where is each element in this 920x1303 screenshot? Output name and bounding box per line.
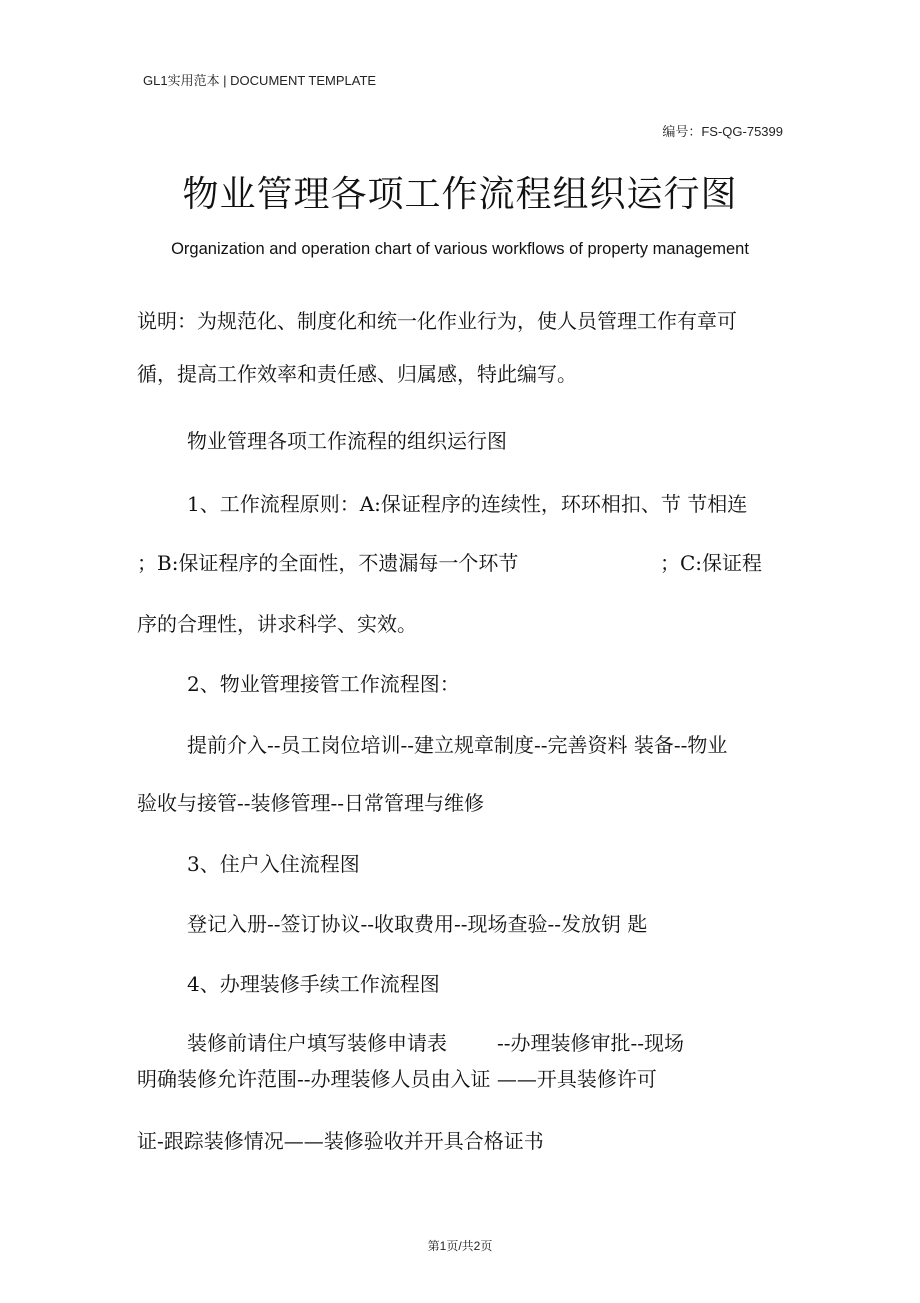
- body-line-7: 序的合理性，讲求科学、实效。: [137, 612, 417, 636]
- document-number: 编号：FS-QG-75399: [662, 124, 783, 139]
- page-indicator: 第1页/共2页: [427, 1239, 493, 1253]
- body-line-8: 2、物业管理接管工作流程图：: [187, 672, 460, 696]
- body-line-15: --办理装修审批--现场: [497, 1031, 685, 1055]
- body-line-16: 明确装修允许范围--办理装修人员由入证 ——开具装修许可: [137, 1067, 657, 1091]
- page-title: 物业管理各项工作流程组织运行图: [182, 174, 738, 215]
- body-line-14: 装修前请住户填写装修申请表: [187, 1031, 447, 1055]
- body-line-10: 验收与接管--装修管理--日常管理与维修: [137, 791, 485, 815]
- body-line-5: ；B:保证程序的全面性，不遗漏每一个环节: [137, 551, 519, 575]
- body-line-17: 证-跟踪装修情况——装修验收并开具合格证书: [137, 1129, 544, 1153]
- body-line-1: 说明：为规范化、制度化和统一化作业行为，使人员管理工作有章可: [137, 309, 737, 333]
- document-template-label: GL1实用范本 | DOCUMENT TEMPLATE: [143, 73, 377, 88]
- body-line-2: 循，提高工作效率和责任感、归属感，特此编写。: [137, 362, 577, 386]
- body-line-9: 提前介入--员工岗位培训--建立规章制度--完善资料 装备--物业: [187, 733, 728, 757]
- body-line-4: 1、工作流程原则：A:保证程序的连续性，环环相扣、节 节相连: [187, 492, 748, 516]
- body-line-3: 物业管理各项工作流程的组织运行图: [187, 429, 507, 453]
- body-line-6: ；C:保证程: [660, 551, 763, 575]
- body-line-13: 4、办理装修手续工作流程图: [187, 972, 440, 996]
- body-line-11: 3、住户入住流程图: [187, 852, 360, 876]
- body-line-12: 登记入册--签订协议--收取费用--现场查验--发放钥 匙: [187, 912, 648, 936]
- english-subtitle: Organization and operation chart of various workflows of property management: [171, 240, 749, 258]
